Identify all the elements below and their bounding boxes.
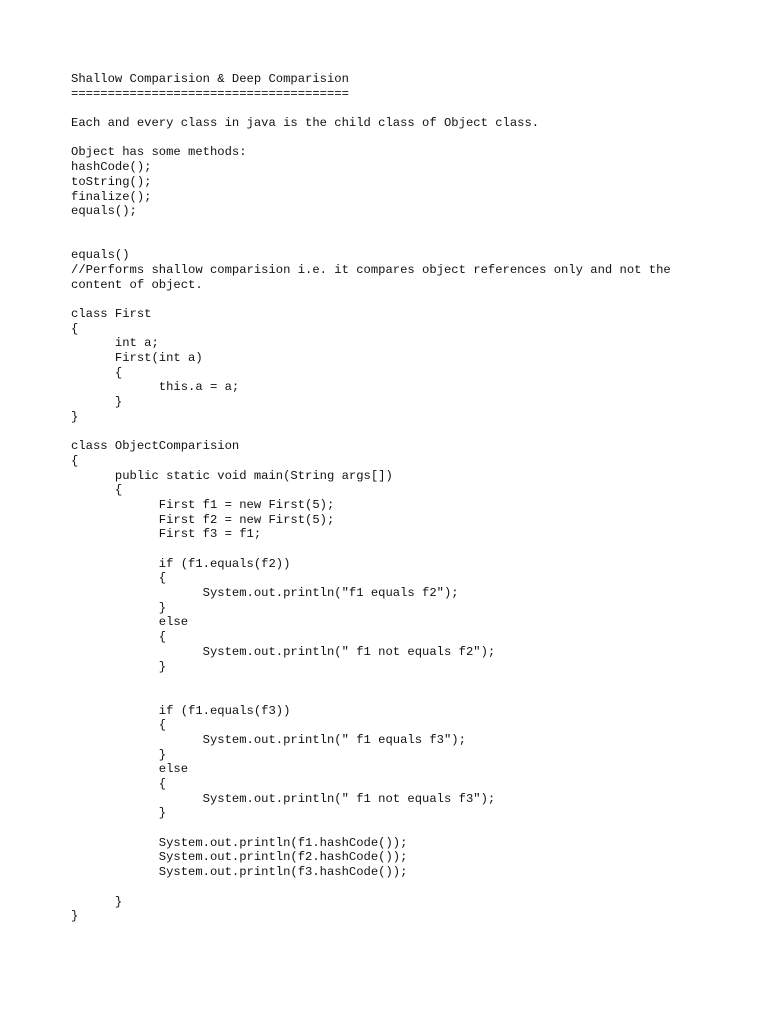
text-line: hashCode(); bbox=[71, 160, 152, 175]
text-line: First f3 = f1; bbox=[71, 527, 262, 542]
text-line: System.out.println(f3.hashCode()); bbox=[71, 865, 408, 880]
text-line: { bbox=[71, 777, 167, 791]
text-line: } bbox=[71, 806, 167, 821]
text-line: if (f1.equals(f2)) bbox=[71, 556, 291, 571]
text-line: Object has some methods: bbox=[71, 145, 247, 160]
text-line bbox=[71, 219, 751, 234]
text-line bbox=[71, 674, 751, 689]
text-line: } bbox=[71, 600, 167, 615]
text-line: { bbox=[71, 453, 79, 468]
text-line bbox=[71, 880, 751, 895]
text-line bbox=[71, 542, 751, 557]
text-line: System.out.println(" f1 not equals f2"); bbox=[71, 644, 496, 659]
text-line: First f2 = new First(5); bbox=[71, 512, 335, 527]
text-line bbox=[71, 425, 751, 440]
text-line: System.out.println(f1.hashCode()); bbox=[71, 835, 408, 850]
text-line: First(int a) bbox=[71, 351, 203, 366]
text-line bbox=[71, 689, 751, 704]
text-line: finalize(); bbox=[71, 189, 152, 204]
text-line: { bbox=[71, 321, 79, 336]
text-line bbox=[71, 292, 751, 307]
text-line: else bbox=[71, 615, 189, 630]
text-line: { bbox=[71, 571, 167, 586]
text-line: int a; bbox=[71, 336, 159, 351]
text-line: } bbox=[71, 909, 79, 924]
text-line bbox=[71, 101, 751, 116]
text-line: System.out.println(" f1 equals f3"); bbox=[71, 732, 466, 747]
text-line: { bbox=[71, 365, 123, 380]
text-line: public static void main(String args[]) bbox=[71, 468, 393, 483]
text-line: } bbox=[71, 894, 123, 909]
text-line: else bbox=[71, 762, 189, 777]
text-line: class ObjectComparision bbox=[71, 439, 240, 454]
text-line bbox=[71, 234, 751, 249]
text-line: if (f1.equals(f3)) bbox=[71, 703, 291, 718]
text-line: } bbox=[71, 395, 123, 410]
text-line: } bbox=[71, 747, 167, 762]
text-line: this.a = a; bbox=[71, 380, 240, 395]
text-line: //Performs shallow comparision i.e. it compares object references only and not the bbox=[71, 262, 671, 277]
text-line: toString(); bbox=[71, 174, 152, 189]
text-line: } bbox=[71, 659, 167, 674]
text-line: { bbox=[71, 630, 167, 645]
text-line: { bbox=[71, 718, 167, 733]
text-line: ====================================== bbox=[71, 86, 349, 101]
text-line: System.out.println("f1 equals f2"); bbox=[71, 586, 459, 601]
text-line: class First bbox=[71, 307, 152, 321]
text-line: First f1 = new First(5); bbox=[71, 497, 335, 512]
text-line: Each and every class in java is the child class of Object class. bbox=[71, 116, 540, 131]
text-line: equals(); bbox=[71, 204, 137, 219]
text-line bbox=[71, 131, 751, 146]
text-line: } bbox=[71, 409, 79, 424]
text-line: System.out.println(f2.hashCode()); bbox=[71, 850, 408, 865]
text-line: System.out.println(" f1 not equals f3"); bbox=[71, 791, 496, 806]
text-line: Shallow Comparision & Deep Comparision bbox=[71, 72, 349, 86]
text-line: { bbox=[71, 483, 123, 498]
document-text bbox=[71, 72, 751, 924]
text-line: content of object. bbox=[71, 277, 203, 292]
text-line: equals() bbox=[71, 248, 130, 263]
text-line bbox=[71, 821, 751, 836]
